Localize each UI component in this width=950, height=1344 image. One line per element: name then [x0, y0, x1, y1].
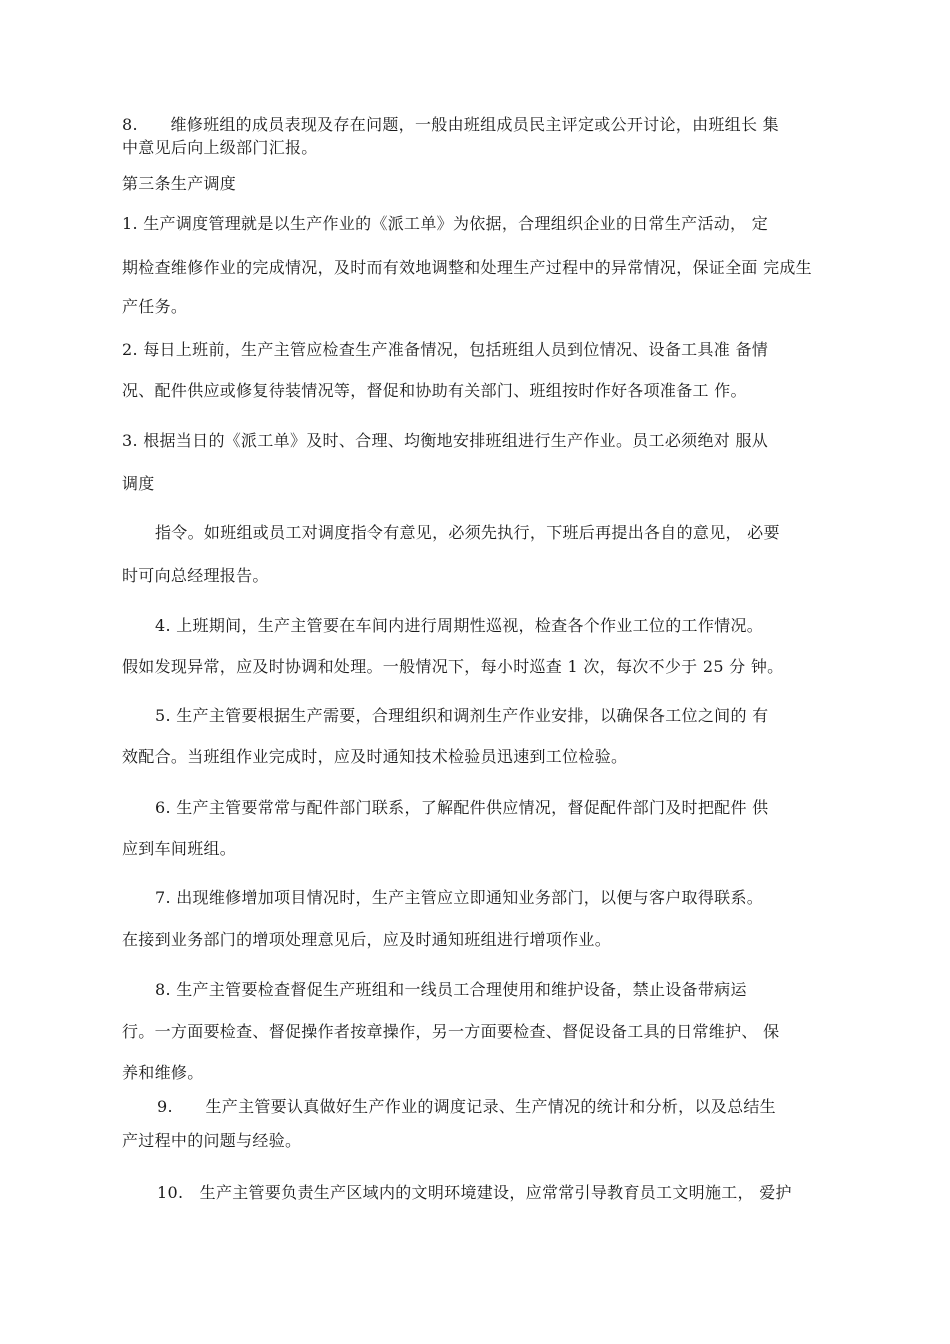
p5-line2: 时可向总经理报告。	[122, 566, 269, 585]
p4-line2: 调度	[122, 474, 155, 493]
p7-line2: 效配合。当班组作业完成时，应及时通知技术检验员迅速到工位检验。	[122, 747, 628, 766]
p10-line2: 行。一方面要检查、督促操作者按章操作，另一方面要检查、督促设备工具的日常维护、 保	[122, 1022, 780, 1041]
p10-line1: 8. 生产主管要检查督促生产班组和一线员工合理使用和维护设备，禁止设备带病运	[155, 980, 747, 999]
p11-line2: 产过程中的问题与经验。	[122, 1131, 302, 1150]
p11-line1: 9. 生产主管要认真做好生产作业的调度记录、生产情况的统计和分析，以及总结生	[157, 1097, 776, 1116]
p1-line1: 8. 维修班组的成员表现及存在问题，一般由班组成员民主评定或公开讨论，由班组长 集	[122, 115, 779, 134]
p8-line2: 应到车间班组。	[122, 839, 237, 858]
p2-line3: 产任务。	[122, 297, 188, 316]
p7-line1: 5. 生产主管要根据生产需要，合理组织和调剂生产作业安排，以确保各工位之间的 有	[155, 706, 769, 725]
p6-line1: 4. 上班期间，生产主管要在车间内进行周期性巡视，检查各个作业工位的工作情况。	[155, 616, 764, 635]
p2-line1: 1. 生产调度管理就是以生产作业的《派工单》为依据，合理组织企业的日常生产活动， 定	[122, 214, 769, 233]
p1-line2: 中意见后向上级部门汇报。	[122, 138, 318, 157]
p9-line2: 在接到业务部门的增项处理意见后，应及时通知班组进行增项作业。	[122, 930, 612, 949]
p5-line1: 指令。如班组或员工对调度指令有意见，必须先执行，下班后再提出各自的意见， 必要	[155, 523, 780, 542]
p6-line2: 假如发现异常，应及时协调和处理。一般情况下，每小时巡查 1 次，每次不少于 25 分 钟。	[122, 657, 784, 676]
p9-line1: 7. 出现维修增加项目情况时，生产主管应立即通知业务部门，以便与客户取得联系。	[155, 888, 764, 907]
p10-line3: 养和维修。	[122, 1063, 204, 1082]
section-heading: 第三条生产调度	[122, 174, 237, 193]
p4-line1: 3. 根据当日的《派工单》及时、合理、均衡地安排班组进行生产作业。员工必须绝对 服从	[122, 431, 769, 450]
p3-line2: 况、配件供应或修复待装情况等，督促和协助有关部门、班组按时作好各项准备工 作。	[122, 381, 747, 400]
p2-line2: 期检查维修作业的完成情况，及时而有效地调整和处理生产过程中的异常情况，保证全面 完成生	[122, 258, 812, 277]
p12-line1: 10. 生产主管要负责生产区域内的文明环境建设，应常常引导教育员工文明施工， 爱护	[157, 1183, 792, 1202]
p8-line1: 6. 生产主管要常常与配件部门联系，了解配件供应情况，督促配件部门及时把配件 供	[155, 798, 769, 817]
p3-line1: 2. 每日上班前，生产主管应检查生产准备情况，包括班组人员到位情况、设备工具准 备情	[122, 340, 769, 359]
